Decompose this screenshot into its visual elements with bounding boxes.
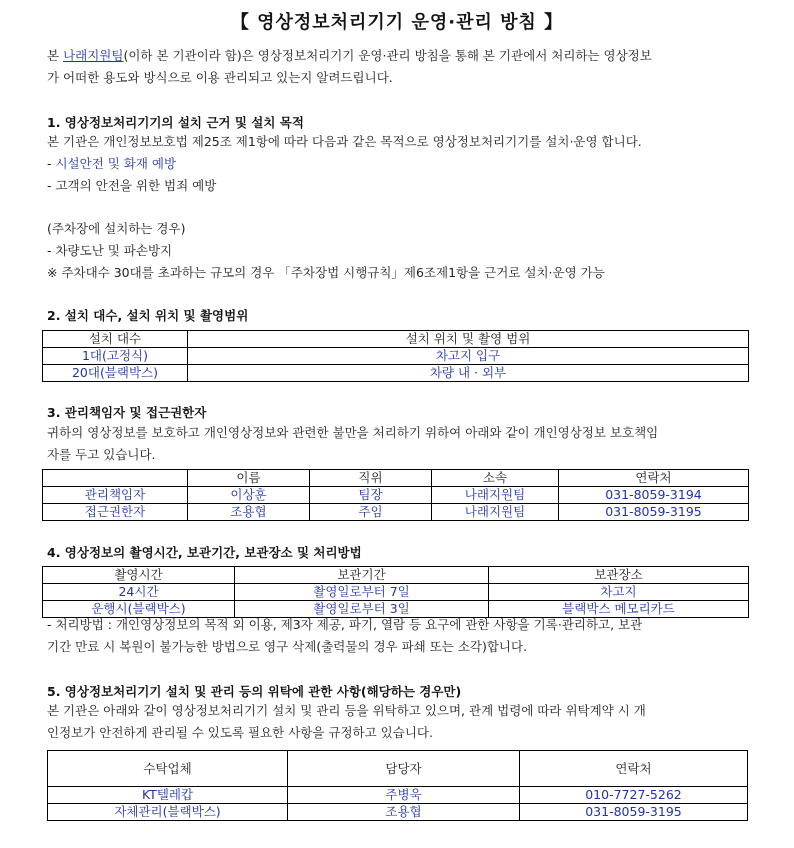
header-cell: 보관장소	[489, 567, 749, 584]
intro-line-1	[47, 45, 757, 67]
table-cell: 031-8059-3194	[559, 487, 749, 504]
table-cell: 관리책임자	[43, 487, 188, 504]
table-header-row	[43, 331, 749, 348]
header-cell: 보관기간	[235, 567, 489, 584]
section-1-line: 본 기관은 개인정보보호법 제25조 제1항에 따라 다음과 같은 목적으로 영상정보처리기기를 설치·운영 합니다.	[47, 134, 642, 149]
section-1-bullet-2: - 고객의 안전을 위한 범죄 예방	[47, 178, 217, 193]
header-cell: 연락처	[520, 751, 748, 787]
header-cell: 설치 대수	[43, 331, 188, 348]
org-link[interactable]: 나래지원팀	[63, 48, 124, 63]
section-3-line-2: 자를 두고 있습니다.	[47, 447, 156, 462]
intro-line-1-rest: (이하 본 기관이라 함)은 영상정보처리기기 운영·관리 방침을 통해 본 기관에서 처리하는 영상정보	[123, 48, 652, 63]
table-cell: 차고지	[489, 584, 749, 601]
header-cell: 연락처	[559, 470, 749, 487]
table-header-row	[43, 567, 749, 584]
table-cell: 031-8059-3195	[559, 504, 749, 521]
table-cell: 주병욱	[288, 787, 520, 804]
table-cell: 010-7727-5262	[520, 787, 748, 804]
section-4-line-2: 기간 만료 시 복원이 불가능한 방법으로 영구 삭제(출력물의 경우 파쇄 또는 소각)합니다.	[47, 639, 528, 654]
table-cell: 20대(블랙박스)	[43, 365, 188, 382]
section-1-bullet-1	[47, 153, 757, 175]
intro-line-2: 가 어떠한 용도와 방식으로 이용 관리되고 있는지 알려드립니다.	[47, 70, 393, 85]
section-5-heading: 5. 영상정보처리기기 설치 및 관리 등의 위탁에 관한 사항(해당하는 경우만)	[47, 684, 462, 699]
table-cell: 차량 내 · 외부	[188, 365, 749, 382]
table-header-row	[48, 751, 748, 787]
header-cell: 소속	[432, 470, 559, 487]
outsourcing-table	[47, 750, 748, 821]
table-cell: 접근권한자	[43, 504, 188, 521]
table-cell: 자체관리(블랙박스)	[48, 804, 288, 821]
header-cell: 설치 위치 및 촬영 범위	[188, 331, 749, 348]
header-cell: 이름	[188, 470, 310, 487]
section-4-line-1: - 처리방법 : 개인영상정보의 목적 외 이용, 제3자 제공, 파기, 열람 등 요구에 관한 사항을 기록·관리하고, 보관	[47, 617, 643, 632]
table-cell: 블랙박스 메모리카드	[489, 601, 749, 618]
table-cell: 나래지원팀	[432, 504, 559, 521]
table-row	[43, 504, 749, 521]
manager-table	[42, 469, 749, 521]
table-cell: 운행시(블랙박스)	[43, 601, 235, 618]
bullet-1-text: 시설안전 및 화재 예방	[55, 156, 177, 171]
intro-prefix: 본	[47, 48, 64, 63]
table-cell: 팀장	[310, 487, 432, 504]
header-cell: 담당자	[288, 751, 520, 787]
parking-title: (주차장에 설치하는 경우)	[47, 221, 186, 236]
table-cell: 조용협	[288, 804, 520, 821]
section-5-line-2: 인정보가 안전하게 관리될 수 있도록 필요한 사항을 규정하고 있습니다.	[47, 725, 433, 740]
table-row	[48, 804, 748, 821]
header-cell: 수탁업체	[48, 751, 288, 787]
bullet-dash: -	[47, 156, 56, 171]
table-cell: 촬영일로부터 3일	[235, 601, 489, 618]
table-cell: 031-8059-3195	[520, 804, 748, 821]
table-row	[48, 787, 748, 804]
table-row	[43, 365, 749, 382]
table-cell: 24시간	[43, 584, 235, 601]
section-3-heading: 3. 관리책임자 및 접근권한자	[47, 405, 207, 420]
parking-bullet: - 차량도난 및 파손방지	[47, 243, 173, 258]
parking-note: ※ 주차대수 30대를 초과하는 규모의 경우 「주차장법 시행규칙」제6조제1항을 근거로 설치·운영 가능	[47, 265, 605, 280]
table-cell: 1대(고정식)	[43, 348, 188, 365]
table-row	[43, 584, 749, 601]
section-5-line-1: 본 기관은 아래와 같이 영상정보처리기기 설치 및 관리 등을 위탁하고 있으며, 관계 법령에 따라 위탁계약 시 개	[47, 703, 646, 718]
install-table	[42, 330, 749, 382]
table-row	[43, 348, 749, 365]
table-cell: 조용협	[188, 504, 310, 521]
header-cell: 촬영시간	[43, 567, 235, 584]
table-cell: 촬영일로부터 7일	[235, 584, 489, 601]
page-title: 【 영상정보처리기기 운영·관리 방침 】	[230, 12, 564, 33]
header-cell	[43, 470, 188, 487]
section-3-line-1: 귀하의 영상정보를 보호하고 개인영상정보와 관련한 불만을 처리하기 위하여 아래와 같이 개인영상정보 보호책임	[47, 425, 659, 440]
table-cell: KT텔레캅	[48, 787, 288, 804]
retention-table	[42, 566, 749, 618]
section-2-heading: 2. 설치 대수, 설치 위치 및 촬영범위	[47, 308, 249, 323]
table-row	[43, 487, 749, 504]
table-cell: 이상훈	[188, 487, 310, 504]
table-cell: 주임	[310, 504, 432, 521]
section-1-heading: 1. 영상정보처리기기의 설치 근거 및 설치 목적	[47, 115, 304, 130]
header-cell: 직위	[310, 470, 432, 487]
section-4-heading: 4. 영상정보의 촬영시간, 보관기간, 보관장소 및 처리방법	[47, 545, 362, 560]
table-header-row	[43, 470, 749, 487]
table-cell: 나래지원팀	[432, 487, 559, 504]
table-cell: 차고지 입구	[188, 348, 749, 365]
